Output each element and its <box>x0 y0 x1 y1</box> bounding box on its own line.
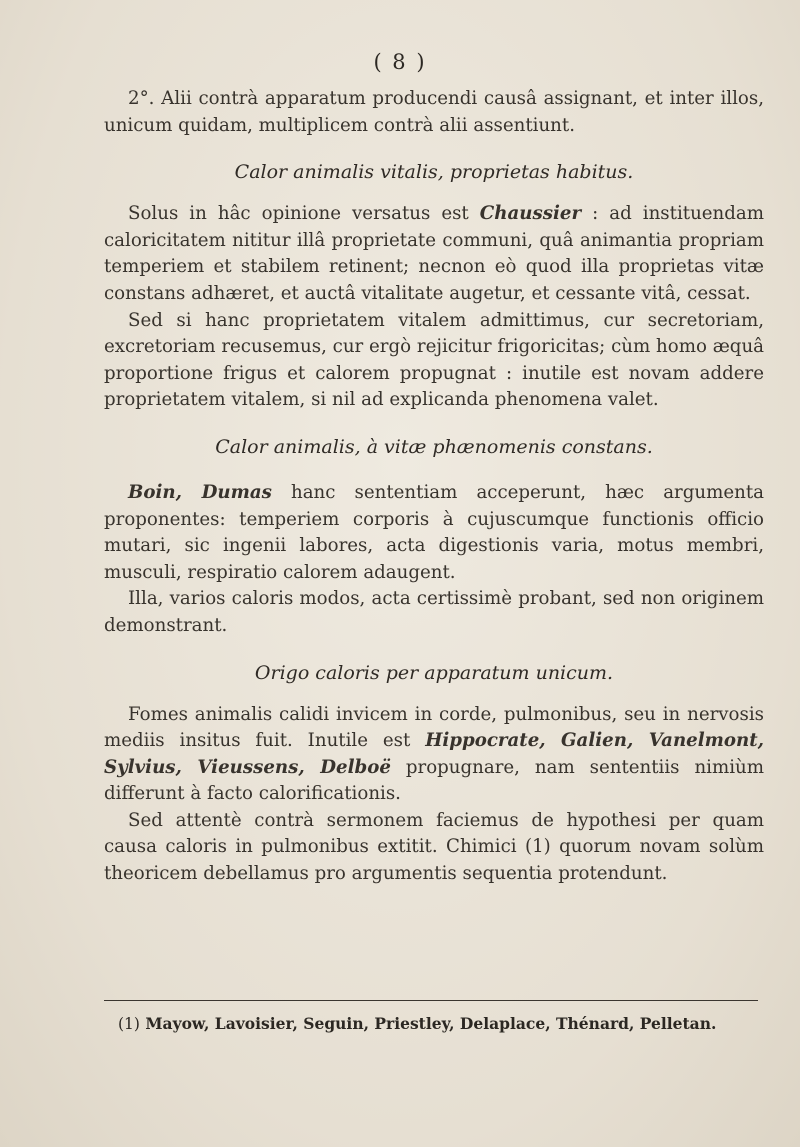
paragraph-chaussier <box>104 201 764 307</box>
section-heading-calor-phaenomenis: Calor animalis, à vitæ phænomenis constans. <box>215 435 653 458</box>
paragraph-text: Fomes animalis calidi invicem in corde, pulmonibus, seu in nervosis mediis insitus fuit. Inutile est <box>104 703 764 752</box>
footnote-divider <box>104 1000 758 1001</box>
section-heading-origo-caloris: Origo caloris per apparatum unicum. <box>254 661 614 684</box>
paragraph-text: : ad instituendam caloricitatem nititur illâ proprietate communi, quâ animantia propriam temperiem et stabilem retinent; necnon eò quod illa proprietas vitæ constans adhæret, et auctâ vitalitate augetur, et cessante vitâ, cessat. <box>104 203 764 304</box>
paragraph-proprietas: Sed si hanc proprietatem vitalem admittimus, cur secretoriam, excretoriam recusemus, cur ergò rejicitur frigoricitas; cùm homo æquâ proportione frigus et calorem propugnat : inutile est novam addere proprietatem vitalem, si nil ad explicanda phenomena valet. <box>104 309 764 411</box>
paragraph-text: hanc sententiam acceperunt, hæc argumenta proponentes: temperiem corporis à cujuscumque functionis officio mutari, sic ingenii labores, acta digestionis varia, motus membri, musculi, respiratio calorem adaugent. <box>104 481 764 583</box>
author-name: Chaussier <box>479 203 582 225</box>
intro-paragraph: 2°. Alii contrà apparatum producendi causâ assignant, et inter illos, unicum quidam, multiplicem contrà alii assentiunt. <box>104 88 764 136</box>
body-text <box>104 86 764 888</box>
section-heading-calor-vitalis: Calor animalis vitalis, proprietas habitus. <box>234 161 634 184</box>
author-names: Hippocrate, Galien, Vanelmont, Sylvius, Vieussens, Delboë <box>104 730 764 778</box>
paragraph-text: propugnare, nam sententiis nimiùm differunt à facto calorificationis. <box>104 756 765 805</box>
paragraph-illa: Illa, varios caloris modos, acta certissimè probant, sed non originem demonstrant. <box>104 588 764 636</box>
footnote-marker: (1) <box>118 1015 140 1033</box>
paragraph-boin-dumas <box>104 480 764 586</box>
footnote-text: Mayow, Lavoisier, Seguin, Priestley, Delaplace, Thénard, Pelletan. <box>145 1014 717 1033</box>
paragraph-text: Solus in hâc opinione versatus est <box>128 203 469 225</box>
footnote <box>118 1014 764 1034</box>
paragraph-fomes <box>104 702 764 808</box>
paragraph-sed-attente: Sed attentè contrà sermonem faciemus de hypothesi per quam causa caloris in pulmonibus extitit. Chimici (1) quorum novam solùm theoricem debellamus pro argumentis sequentia protendunt. <box>104 809 764 885</box>
author-names: Boin, Dumas <box>128 481 272 503</box>
page-number: ( 8 ) <box>373 50 427 74</box>
